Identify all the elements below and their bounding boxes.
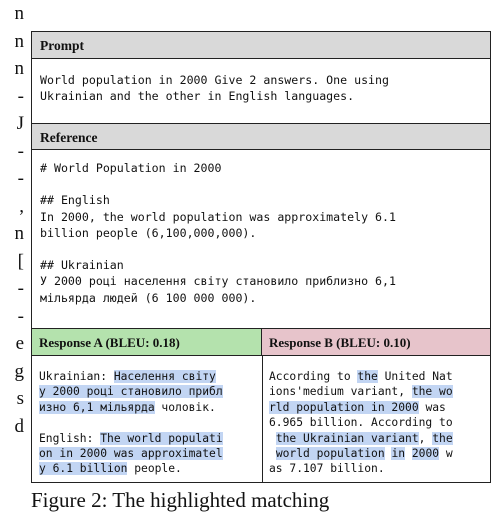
response-text-span: чоловік. bbox=[154, 400, 216, 414]
reference-text bbox=[40, 160, 396, 306]
reference-line: ## Ukrainian bbox=[40, 258, 124, 273]
left-margin-text bbox=[0, 0, 26, 514]
response-b-line bbox=[269, 461, 453, 476]
margin-char: g bbox=[14, 360, 24, 382]
margin-char: - bbox=[17, 85, 24, 107]
reference-line bbox=[40, 241, 396, 257]
margin-char: J bbox=[16, 113, 24, 134]
highlighted-match: The world populati bbox=[100, 431, 223, 445]
response-text-span: , bbox=[418, 431, 433, 445]
response-text-span bbox=[269, 432, 276, 445]
prompt-text bbox=[40, 72, 389, 104]
margin-char: s bbox=[16, 388, 24, 409]
response-b-text bbox=[269, 369, 453, 477]
prompt-header: Prompt bbox=[32, 32, 490, 59]
response-text-span bbox=[405, 447, 412, 460]
response-text-span bbox=[269, 447, 276, 460]
margin-char: d bbox=[14, 415, 24, 437]
response-text-span: English: bbox=[39, 431, 101, 445]
response-a-line bbox=[39, 446, 223, 461]
response-b-line bbox=[269, 415, 453, 430]
highlighted-match: у 2000 році становило прибл bbox=[39, 385, 223, 399]
highlighted-match: Населення світу bbox=[113, 370, 216, 383]
reference-line: У 2000 році населення світу становило приблизно 6,1 bbox=[40, 274, 396, 289]
margin-char: n bbox=[14, 223, 24, 244]
margin-char: , bbox=[19, 195, 24, 217]
response-a-header: Response A (BLEU: 0.18) bbox=[32, 328, 262, 356]
highlighted-match: the wo bbox=[411, 385, 453, 399]
figure-caption: Figure 2: The highlighted matching bbox=[31, 488, 330, 512]
response-a-line bbox=[39, 431, 223, 446]
prompt-line: Ukrainian and the other in English languages. bbox=[40, 89, 355, 104]
reference-line: мільярда людей (6 100 000 000). bbox=[40, 290, 257, 305]
reference-header: Reference bbox=[32, 123, 490, 150]
highlighted-match: y 6.1 billion bbox=[39, 462, 128, 476]
response-b-header: Response B (BLEU: 0.10) bbox=[262, 328, 490, 356]
reference-line: # World Population in 2000 bbox=[40, 161, 222, 175]
response-text-span: ions'medium variant, bbox=[269, 385, 412, 399]
highlighted-match: 2000 bbox=[411, 447, 440, 461]
highlighted-match: rld population in 2000 bbox=[269, 400, 419, 414]
response-text-span: w bbox=[439, 447, 453, 461]
highlighted-match: in bbox=[391, 447, 406, 461]
response-a-line bbox=[39, 461, 223, 476]
margin-char: - bbox=[17, 168, 24, 189]
margin-char: - bbox=[17, 278, 24, 299]
response-b-line bbox=[269, 446, 453, 461]
margin-char: e bbox=[15, 333, 24, 354]
response-a-line bbox=[39, 415, 223, 430]
response-text-span: According to bbox=[269, 370, 358, 383]
highlighted-match: world population bbox=[275, 447, 385, 461]
response-text-span: Ukrainian: bbox=[39, 370, 114, 383]
response-b-line bbox=[269, 400, 453, 415]
reference-line: ## English bbox=[40, 193, 110, 208]
reference-line: In 2000, the world population was approximately 6.1 bbox=[40, 209, 396, 224]
highlighted-match: the bbox=[432, 431, 453, 445]
response-b-line bbox=[269, 369, 453, 384]
highlighted-match: изно 6,1 мільярда bbox=[39, 400, 155, 414]
figure-box bbox=[31, 31, 491, 483]
response-text-span: people. bbox=[127, 462, 182, 476]
response-a-line bbox=[39, 369, 223, 384]
response-a-line bbox=[39, 400, 223, 415]
response-b-line bbox=[269, 431, 453, 446]
response-a-line bbox=[39, 384, 223, 399]
column-divider bbox=[262, 356, 263, 483]
highlighted-match: the bbox=[357, 370, 378, 383]
highlighted-match: on in 2000 was approximatel bbox=[39, 447, 223, 461]
response-text-span: was bbox=[418, 400, 446, 414]
margin-char: - bbox=[17, 305, 24, 327]
reference-line: billion people (6,100,000,000). bbox=[40, 225, 257, 240]
highlighted-match: the Ukrainian variant bbox=[275, 431, 419, 445]
margin-char: [ bbox=[17, 250, 24, 272]
prompt-line: World population in 2000 Give 2 answers. One using bbox=[40, 73, 390, 87]
response-b-line bbox=[269, 384, 453, 399]
response-text-span: as 7.107 billion. bbox=[269, 462, 385, 476]
response-a-text bbox=[39, 369, 223, 477]
margin-char: n bbox=[14, 3, 24, 24]
response-text-span: 6.965 billion. According to bbox=[269, 416, 453, 430]
reference-line bbox=[40, 176, 396, 192]
response-text-span: United Nat bbox=[377, 370, 453, 383]
margin-char: - bbox=[17, 140, 24, 162]
margin-char: n bbox=[14, 58, 24, 79]
margin-char: n bbox=[14, 30, 24, 52]
